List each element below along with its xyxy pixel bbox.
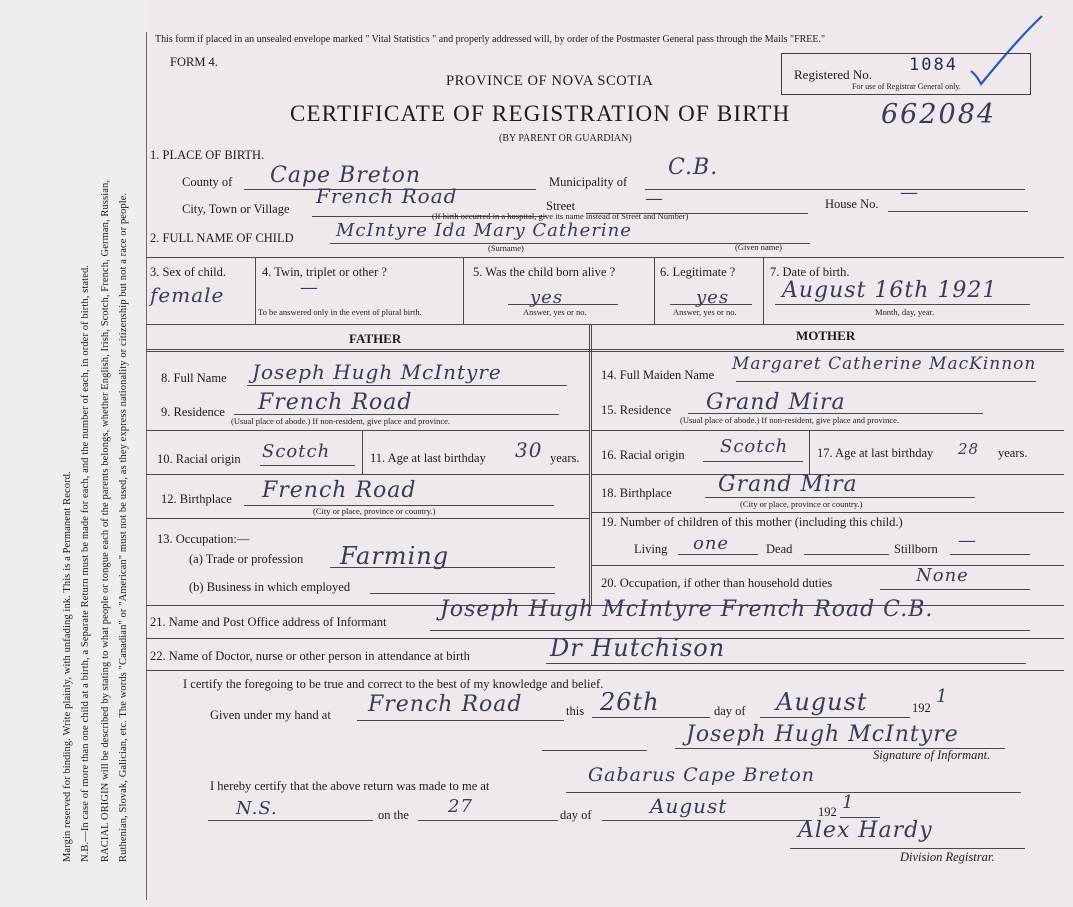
informant-short-line: [542, 750, 647, 751]
twin-note: To be answered only in the event of plural birth.: [258, 307, 422, 317]
registrar-place-value: Gabarus Cape Breton: [588, 764, 816, 786]
county-label: County of: [182, 175, 233, 189]
father-name-label: 8. Full Name: [161, 371, 227, 385]
sex-value: female: [150, 283, 225, 307]
given-name-note: (Given name): [735, 242, 782, 252]
father-residence-label: 9. Residence: [161, 405, 225, 419]
row3-divider-1: [255, 257, 256, 324]
registrar-on-the-label: on the: [378, 808, 409, 822]
father-rule-1: [146, 430, 589, 431]
mother-residence-line: [688, 413, 983, 414]
registrar-month-line: [602, 820, 812, 821]
mother-age-label: 17. Age at last birthday: [817, 446, 934, 460]
informant-label: 21. Name and Post Office address of Informant: [150, 615, 387, 629]
mother-residence-label: 15. Residence: [601, 403, 672, 417]
mother-birthplace-label: 18. Birthplace: [601, 486, 672, 500]
mother-racial-origin-label: 16. Racial origin: [601, 448, 685, 462]
mother-name-label: 14. Full Maiden Name: [601, 368, 715, 382]
doctor-line: [546, 663, 1026, 664]
registrar-day-line: [418, 820, 558, 821]
father-name-value: Joseph Hugh McIntyre: [252, 360, 502, 384]
twin-label: 4. Twin, triplet or other ?: [262, 265, 387, 279]
street-value: —: [645, 188, 664, 209]
father-residence-line: [234, 414, 559, 415]
child-name-value: McIntyre Ida Mary Catherine: [336, 220, 632, 241]
margin-note-binding: Margin reserved for binding. Write plainly, with unfading ink. This is a Permanent Record.: [62, 471, 73, 862]
child-name-label: 2. FULL NAME OF CHILD: [150, 231, 294, 245]
mother-rule-3: [592, 512, 1064, 513]
this-label: this: [566, 704, 585, 718]
father-birthplace-value: French Road: [262, 478, 417, 503]
mother-name-value: Margaret Catherine MacKinnon: [732, 354, 1037, 374]
given-place-line: [357, 720, 564, 721]
mother-birthplace-value: Grand Mira: [718, 472, 858, 497]
living-value: one: [693, 533, 730, 554]
mother-racial-origin-line: [703, 461, 803, 462]
living-label: Living: [634, 542, 668, 556]
father-racial-origin-line: [260, 465, 355, 466]
mother-occupation-line: [880, 589, 1030, 590]
county-value: Cape Breton: [270, 163, 422, 188]
certificate-title: CERTIFICATE OF REGISTRATION OF BIRTH: [290, 101, 791, 126]
stillborn-line: [950, 554, 1030, 555]
business-label: (b) Business in which employed: [189, 580, 351, 594]
alive-value: yes: [530, 287, 564, 308]
municipality-value: C.B.: [668, 155, 719, 180]
living-line: [678, 554, 758, 555]
registrar-place-line: [566, 792, 1021, 793]
informant-signature-label: Signature of Informant.: [873, 748, 991, 762]
legitimate-line: [670, 304, 752, 305]
trade-value: Farming: [340, 542, 450, 570]
registrar-signature: Alex Hardy: [798, 818, 933, 843]
dead-line: [804, 554, 889, 555]
certificate-subtitle: (BY PARENT OR GUARDIAN): [499, 133, 632, 144]
father-residence-value: French Road: [258, 390, 413, 415]
father-birthplace-note: (City or place, province or country.): [313, 506, 436, 516]
certify-top-rule: [146, 670, 1064, 671]
given-day-line: [592, 717, 710, 718]
registrar-month-value: August: [650, 794, 728, 818]
mother-birthplace-line: [705, 497, 975, 498]
mother-birthplace-note: (City or place, province or country.): [740, 499, 863, 509]
date-of-birth-value: August 16th 1921: [782, 278, 998, 303]
given-year-value: 1: [936, 686, 949, 707]
alive-line: [508, 304, 618, 305]
surname-note: (Surname): [488, 243, 524, 253]
father-rule-3: [146, 518, 589, 519]
city-value: French Road: [316, 184, 458, 208]
occupation-label: 13. Occupation:—: [157, 532, 250, 546]
mother-rule-4: [592, 565, 1064, 566]
doctor-value: Dr Hutchison: [550, 634, 726, 662]
trade-line: [330, 567, 555, 568]
given-place-value: French Road: [368, 692, 523, 717]
municipality-line: [645, 189, 1025, 190]
date-of-birth-label: 7. Date of birth.: [770, 265, 850, 279]
mother-occupation-label: 20. Occupation, if other than household duties: [601, 576, 833, 590]
registrar-year-value: 1: [842, 792, 855, 813]
father-age-value: 30: [515, 438, 543, 462]
margin-note-multiple-births: N.B.—In case of more than one child at a birth, a Separate Return must be made for each, and the number of each, in order of birth, stated.: [80, 264, 91, 862]
children-count-label: 19. Number of children of this mother (including this child.): [601, 515, 903, 529]
stillborn-value: —: [958, 530, 977, 551]
legitimate-label: 6. Legitimate ?: [660, 265, 736, 279]
mother-race-age-divider: [809, 430, 810, 474]
stillborn-label: Stillborn: [894, 542, 938, 556]
parents-top-rule: [146, 324, 1064, 325]
house-number-line: [888, 211, 1028, 212]
parents-heading-rule: [146, 349, 1064, 352]
date-of-birth-line: [775, 304, 1030, 305]
given-month-value: August: [776, 688, 868, 716]
registrar-year-prefix: 192: [818, 805, 837, 819]
father-racial-origin-label: 10. Racial origin: [157, 452, 241, 466]
row3-divider-3: [654, 257, 655, 324]
registrar-province-line: [208, 820, 373, 821]
informant-value: Joseph Hugh McIntyre French Road C.B.: [440, 597, 934, 622]
check-mark-icon: [968, 12, 1048, 90]
registrar-day-value: 27: [448, 796, 473, 817]
registered-label: Registered No.: [794, 67, 872, 82]
registrar-province-value: N.S.: [236, 798, 278, 819]
street-label: Street: [546, 199, 576, 213]
father-name-line: [247, 385, 567, 386]
informant-signature: Joseph Hugh McIntyre: [686, 722, 959, 747]
parents-divider: [589, 324, 592, 605]
registered-note: For use of Registrar General only.: [852, 82, 961, 91]
place-of-birth-label: 1. PLACE OF BIRTH.: [150, 148, 265, 162]
city-label: City, Town or Village: [182, 202, 290, 216]
given-day-value: 26th: [600, 688, 660, 716]
mail-notice: This form if placed in an unsealed envelope marked " Vital Statistics " and properly addressed will, by order of the Postmaster General pass through the Mails "FREE.": [155, 34, 826, 45]
alive-note: Answer, yes or no.: [523, 307, 587, 317]
house-number-value: —: [900, 182, 919, 203]
house-number-label: House No.: [825, 197, 879, 211]
given-month-line: [760, 717, 910, 718]
municipality-label: Municipality of: [549, 175, 628, 189]
mother-years-label: years.: [998, 446, 1028, 460]
informant-line: [430, 630, 1030, 631]
father-residence-note: (Usual place of abode.) If non-resident, give place and province.: [231, 416, 451, 426]
form-number: FORM 4.: [170, 55, 218, 69]
given-year-prefix: 192: [912, 701, 931, 715]
given-day-of-label: day of: [714, 704, 746, 718]
registrar-day-of-label: day of: [560, 808, 592, 822]
registrar-statement: I hereby certify that the above return was made to me at: [210, 779, 490, 793]
legitimate-note: Answer, yes or no.: [673, 307, 737, 317]
father-racial-origin-value: Scotch: [262, 441, 331, 462]
mother-occupation-value: None: [916, 565, 969, 586]
father-heading: FATHER: [349, 331, 402, 346]
twin-value: —: [300, 277, 319, 298]
father-birthplace-label: 12. Birthplace: [161, 492, 232, 506]
father-rule-2: [146, 474, 589, 475]
father-race-age-divider: [362, 430, 363, 474]
father-age-label: 11. Age at last birthday: [370, 451, 486, 465]
mother-name-line: [736, 381, 1036, 382]
sex-label: 3. Sex of child.: [150, 265, 227, 279]
mother-age-value: 28: [958, 440, 980, 458]
business-line: [370, 593, 555, 594]
certify-statement: I certify the foregoing to be true and correct to the best of my knowledge and belief.: [183, 677, 604, 691]
hospital-note: (If birth occurred in a hospital, give its name instead of Street and Number): [432, 211, 689, 221]
certificate-number: 662084: [881, 99, 997, 130]
mother-heading: MOTHER: [796, 328, 856, 343]
legitimate-value: yes: [696, 287, 730, 308]
mother-residence-note: (Usual place of abode.) If non-resident, give place and province.: [680, 415, 900, 425]
father-years-label: years.: [550, 451, 580, 465]
given-under-hand-label: Given under my hand at: [210, 708, 331, 722]
row3-divider-4: [763, 257, 764, 324]
registered-number: 1084: [909, 55, 958, 75]
registrar-signature-line: [790, 848, 1025, 849]
date-of-birth-note: Month, day, year.: [875, 307, 935, 317]
dead-label: Dead: [766, 542, 793, 556]
doctor-label: 22. Name of Doctor, nurse or other person in attendance at birth: [150, 649, 470, 663]
alive-label: 5. Was the child born alive ?: [473, 265, 616, 279]
province-heading: PROVINCE OF NOVA SCOTIA: [446, 73, 654, 89]
mother-residence-value: Grand Mira: [706, 390, 846, 415]
trade-label: (a) Trade or profession: [189, 552, 304, 566]
margin-note-racial-origin-cont: Ruthenian, Slovak, Galician, etc. The words "Canadian" or "American" must not be used, as they express nationality or citizenship but not a race or people.: [118, 192, 129, 862]
registrar-label: Division Registrar.: [900, 850, 995, 864]
margin-note-racial-origin: RACIAL ORIGIN will be described by stating to what people or tongue each of the parents belongs, whether English, Irish, Scotch, French, German, Russian,: [100, 179, 111, 862]
row3-divider-2: [463, 257, 464, 324]
row3-top-rule: [146, 257, 1064, 258]
mother-rule-1: [592, 430, 1064, 431]
mother-racial-origin-value: Scotch: [720, 436, 789, 457]
